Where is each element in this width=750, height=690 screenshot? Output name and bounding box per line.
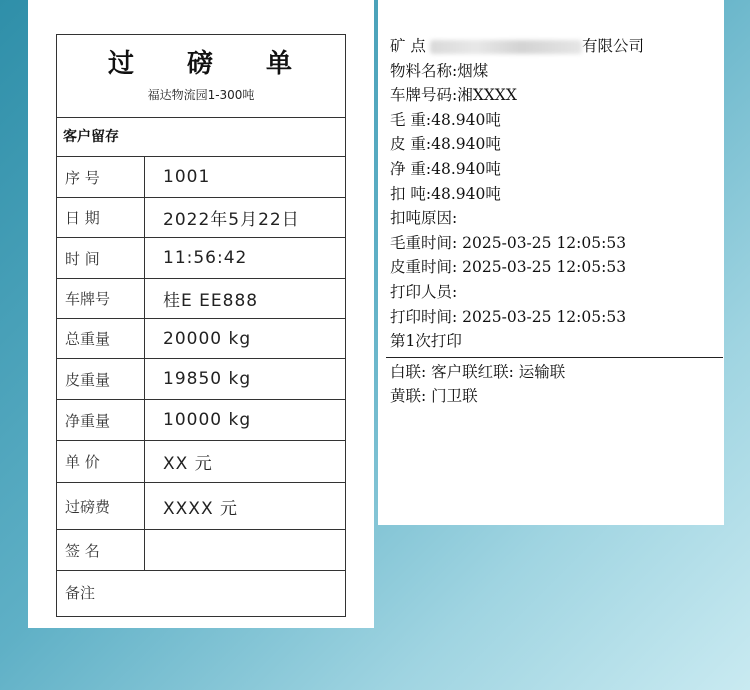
row-label: 单 价 [57,441,145,482]
row-label: 皮重量 [57,359,145,399]
weigh-slip-table [56,34,346,617]
row-value: XX 元 [163,454,213,474]
table-row-tare-weight [57,359,345,400]
mine-line [390,34,715,59]
row-label: 总重量 [57,319,145,358]
print-count-line: 第1次打印 [390,332,462,351]
row-value: 2022年5月22日 [163,210,300,230]
table-row-serial [57,157,345,198]
row-value: 20000 kg [163,328,252,349]
copies-line-1: 白联: 客户联红联: 运输联 [390,362,566,381]
slip-subtitle: 福达物流园1-300吨 [147,88,255,102]
print-time-line: 打印时间: 2025-03-25 12:05:53 [390,307,627,326]
row-value: 10000 kg [163,410,252,430]
table-row-signature [57,530,345,571]
row-value: 1001 [163,167,211,187]
row-value: 桂E EE888 [163,291,259,311]
table-row-net-weight [57,400,345,441]
table-row-date [57,198,345,238]
row-label: 过磅费 [57,483,145,529]
row-label: 签 名 [57,530,145,570]
mine-label: 矿 点 [390,37,426,55]
table-row-weighing-fee [57,483,345,530]
printer-line: 打印人员: [390,282,458,301]
row-label: 日 期 [57,198,145,237]
row-value: XXXX 元 [163,498,238,519]
slip-title: 过 磅 单 [107,49,315,79]
title-block [57,35,345,118]
deduct-reason-line: 扣吨原因: [390,209,458,228]
receipt-body [390,34,715,409]
gross-time-line: 毛重时间: 2025-03-25 12:05:53 [390,233,627,252]
tare-time-line: 皮重时间: 2025-03-25 12:05:53 [390,258,627,277]
note-row: 备注 [57,571,345,617]
deduct-line: 扣 吨:48.940吨 [390,184,501,203]
weigh-slip-card [28,0,374,628]
table-row-gross-weight [57,319,345,359]
plate-line: 车牌号码:湘XXXX [390,86,517,105]
weighbridge-receipt [378,0,724,525]
row-value: 19850 kg [163,369,252,389]
material-line: 物料名称:烟煤 [390,61,489,80]
net-line: 净 重:48.940吨 [390,159,501,178]
mine-suffix: 有限公司 [581,37,644,55]
row-value [145,530,345,570]
row-label: 净重量 [57,400,145,440]
row-label: 序 号 [57,157,145,197]
receipt-divider [386,357,723,358]
row-value: 11:56:42 [163,248,248,268]
table-row-time [57,238,345,279]
row-label: 时 间 [57,238,145,278]
copy-label: 客户留存 [57,118,345,157]
tare-line: 皮 重:48.940吨 [390,135,501,154]
table-row-unit-price [57,441,345,483]
row-label: 车牌号 [57,279,145,318]
gross-line: 毛 重:48.940吨 [390,110,501,129]
copies-line-2: 黄联: 门卫联 [390,387,478,406]
table-row-plate [57,279,345,319]
blurred-company-name [430,40,582,54]
